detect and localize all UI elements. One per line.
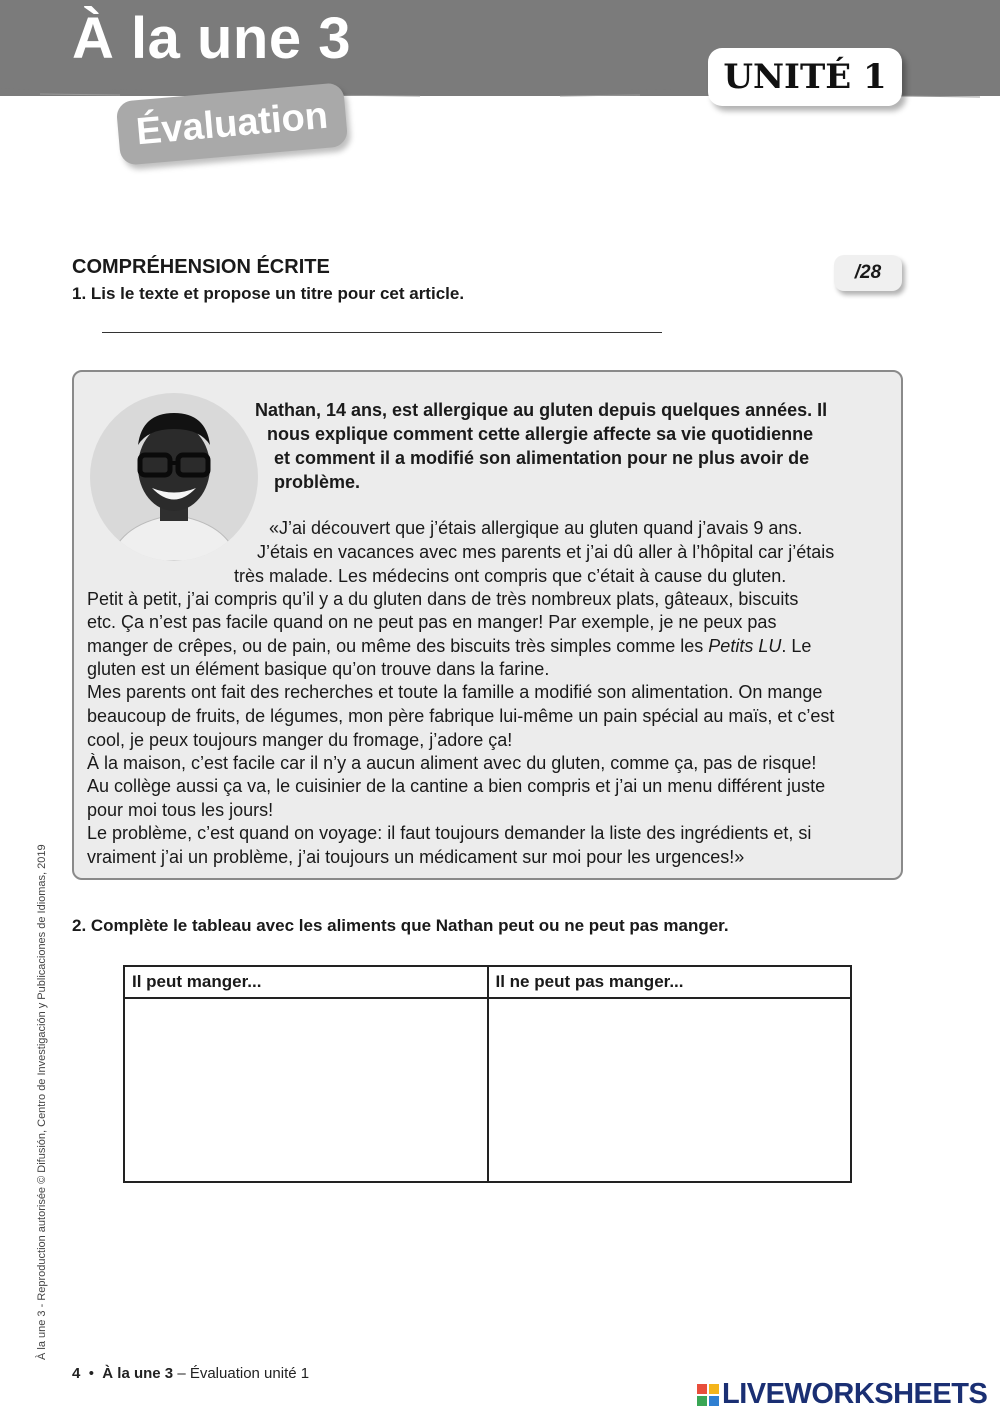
question-2: 2. Complète le tableau avec les aliments que Nathan peut ou ne peut pas manger. — [72, 916, 729, 935]
section-title: COMPRÉHENSION ÉCRITE — [72, 256, 330, 278]
article-intro-line: Nathan, 14 ans, est allergique au gluten depuis quelques années. Il — [255, 400, 828, 420]
article-body-text: manger de crêpes, ou de pain, ou même des biscuits très simples comme les — [87, 636, 704, 656]
article-body-line: beaucoup de fruits, de légumes, mon père fabrique lui-même un pain spécial au maïs, et c’est — [87, 706, 835, 726]
article-body-line: pour moi tous les jours! — [87, 800, 274, 820]
article-body-line: Au collège aussi ça va, le cuisinier de la cantine a bien compris et j’ai un menu différent juste — [87, 776, 826, 796]
book-title: À la une 3 — [72, 6, 351, 71]
article-intro-line: problème. — [274, 472, 361, 492]
column-header-can-eat: Il peut manger... — [124, 966, 488, 998]
evaluation-tag-label: Évaluation — [134, 94, 330, 153]
article-body-text: . Le — [781, 636, 812, 656]
article-body-line: Mes parents ont fait des recherches et toute la famille a modifié son alimentation. On mange — [87, 682, 823, 702]
title-answer-line[interactable] — [102, 332, 662, 333]
page-number: 4 — [72, 1365, 81, 1382]
cannot-eat-answer-cell[interactable] — [488, 998, 852, 1182]
unit-badge — [708, 48, 902, 106]
article-intro-line: nous explique comment cette allergie affecte sa vie quotidienne — [267, 424, 814, 444]
unit-label: UNITÉ 1 — [723, 57, 887, 97]
liveworksheets-text: LIVEWORKSHEETS — [722, 1378, 988, 1410]
portrait-illustration — [90, 393, 258, 561]
footer-subtitle: – Évaluation unité 1 — [173, 1365, 310, 1382]
score-value: /28 — [854, 262, 882, 283]
article-body-line: «J’ai découvert que j’étais allergique au gluten quand j’avais 9 ans. — [269, 518, 803, 538]
copyright-notice: À la une 3 - Reproduction autorisée © Difusión, Centro de Investigación y Publicaciones de Idiomas, 2019 — [36, 844, 48, 1360]
article-intro-line: et comment il a modifié son alimentation pour ne plus avoir de — [274, 448, 810, 468]
article-body-line: cool, je peux toujours manger du fromage, j’adore ça! — [87, 730, 513, 750]
article-body-line: etc. Ça n’est pas facile quand on ne peut pas en manger! Par exemple, je ne peux pas — [87, 612, 777, 632]
nathan-portrait — [90, 393, 258, 561]
liveworksheets-logo[interactable] — [697, 1378, 987, 1411]
footer-book: À la une 3 — [102, 1365, 174, 1382]
article-body-line: J’étais en vacances avec mes parents et j’ai dû aller à l’hôpital car j’étais — [257, 542, 835, 562]
footer-bullet: • — [88, 1365, 94, 1382]
page-footer — [72, 1365, 309, 1382]
liveworksheets-grid-icon — [697, 1384, 719, 1406]
article-body-line: très malade. Les médecins ont compris que c’était à cause du gluten. — [234, 566, 787, 586]
article-body-line: gluten est un élément basique qu’on trouve dans la farine. — [87, 659, 550, 679]
brand-name: Petits LU — [708, 636, 782, 656]
article-body-line: vraiment j’ai un problème, j’ai toujours un médicament sur moi pour les urgences!» — [87, 847, 745, 867]
column-header-cannot-eat: Il ne peut pas manger... — [488, 966, 852, 998]
food-table — [123, 965, 852, 1183]
score-badge — [834, 255, 902, 291]
article-body-line: Le problème, c’est quand on voyage: il faut toujours demander la liste des ingrédients et, si — [87, 823, 812, 843]
article-body-line: À la maison, c’est facile car il n’y a aucun aliment avec du gluten, comme ça, pas de risque! — [87, 753, 817, 773]
can-eat-answer-cell[interactable] — [124, 998, 488, 1182]
question-1: 1. Lis le texte et propose un titre pour cet article. — [72, 284, 465, 303]
article-body-line: Petit à petit, j’ai compris qu’il y a du gluten dans de très nombreux plats, gâteaux, biscuits — [87, 589, 799, 609]
article-body-line — [87, 635, 811, 657]
